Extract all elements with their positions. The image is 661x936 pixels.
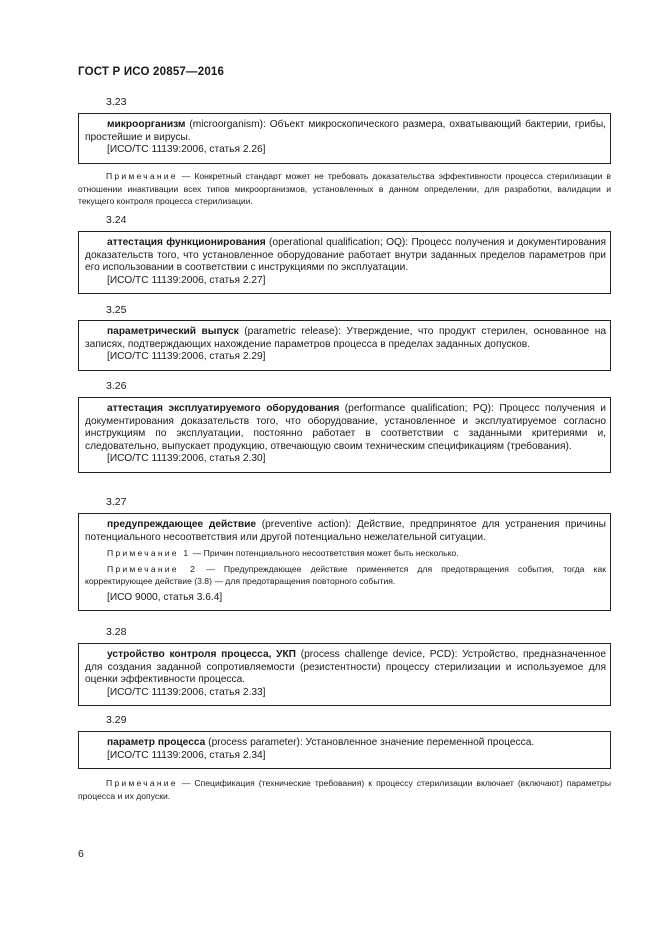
entry-number: 3.25 (106, 304, 127, 316)
note-label: Примечание (106, 778, 178, 788)
source-reference: [ИСО/ТС 11139:2006, статья 2.27] (107, 274, 266, 286)
note-text: — Конкретный стандарт может не требовать доказательства эффективности процесса стерилизации в отношении инактивации всех типов микроорганизмов, установленных в данном определении, для разработки, валидации и текущего контроля процесса стерилизации. (78, 171, 611, 206)
note-text: — Предупреждающее действие применяется для предотвращения события, тогда как корректирующее действие (3.8) — для предотвращения повторного события. (85, 563, 606, 586)
document-header: ГОСТ Р ИСО 20857—2016 (78, 66, 225, 78)
source-reference: [ИСО/ТС 11139:2006, статья 2.33] (107, 686, 266, 698)
entry-number: 3.28 (106, 626, 127, 638)
definition-text: (performance qualification; PQ): Процесс получения и документирования доказательств того, что оборудование, установленное и эксплуатируемое согласно инструкциям по эксплуатации, постоянно работает в соответствии с заданными критериями и, следовательно, выпускает продукцию, отвечающую своим техническим спецификациям (требования). (85, 403, 606, 452)
term: устройство контроля процесса, УКП (107, 649, 297, 660)
term: аттестация эксплуатируемого оборудования (107, 403, 340, 414)
definition-text: (operational qualification; OQ): Процесс получения и документирования доказательств того, что установленное оборудование работает внутри заданных пределов параметров при его использовании в соответствии с инструкциями по эксплуатации. (85, 237, 606, 274)
entry-number: 3.29 (106, 714, 127, 726)
definition-box (78, 643, 611, 706)
box-note (85, 548, 606, 560)
note-label: Примечание 2 (107, 563, 198, 574)
source-reference: [ИСО/ТС 11139:2006, статья 2.26] (107, 144, 266, 156)
term: параметрический выпуск (107, 326, 239, 337)
term: микроорганизм (107, 119, 186, 130)
entry-number: 3.27 (106, 496, 127, 508)
term: аттестация функционирования (107, 237, 266, 248)
note-text: — Спецификация (технические требования) к процессу стерилизации включает (включают) параметры процесса и их допуски. (78, 778, 611, 801)
entry-number: 3.26 (106, 380, 127, 392)
note-label: Примечание 1 (107, 548, 191, 559)
note-label: Примечание (106, 171, 178, 181)
definition-box (78, 231, 611, 294)
box-note (85, 564, 606, 588)
definition-text: (preventive action): Действие, предпринятое для устранения причины потенциального несоответствия или другой потенциально нежелательной ситуации. (85, 519, 606, 543)
definition-text: (process challenge device, PCD): Устройство, предназначенное для создания заданной сопротивляемости (резистентности) процессу стерилизации и используемое для оценки эффективности процесса. (85, 649, 606, 686)
definition-box (78, 513, 611, 611)
source-reference: [ИСО/ТС 11139:2006, статья 2.30] (107, 453, 266, 465)
term: параметр процесса (107, 737, 206, 748)
definition-text: (parametric release): Утверждение, что продукт стерилен, основанное на записях, подтверждающих нахождение параметров процесса в пределах заданных допусков. (85, 326, 606, 350)
definition-box (78, 397, 611, 473)
source-reference: [ИСО/ТС 11139:2006, статья 2.34] (107, 749, 266, 761)
definition-text: (process parameter): Установленное значение переменной процесса. (205, 737, 535, 748)
note (78, 170, 611, 208)
definition-box (78, 731, 611, 769)
page-number: 6 (78, 848, 84, 860)
definition-text: (microorganism): Объект микроскопического размера, охватывающий бактерии, грибы, простейшие и вирусы. (85, 119, 606, 143)
entry-number: 3.24 (106, 214, 127, 226)
note (78, 777, 611, 802)
definition-box (78, 113, 611, 164)
note-text: — Причин потенциального несоответствия может быть несколько. (190, 548, 459, 559)
definition-box (78, 320, 611, 371)
entry-number: 3.23 (106, 96, 127, 108)
source-reference: [ИСО/ТС 11139:2006, статья 2.29] (107, 351, 266, 363)
term: предупреждающее действие (107, 519, 257, 530)
source-reference: [ИСО 9000, статья 3.6.4] (107, 591, 223, 603)
